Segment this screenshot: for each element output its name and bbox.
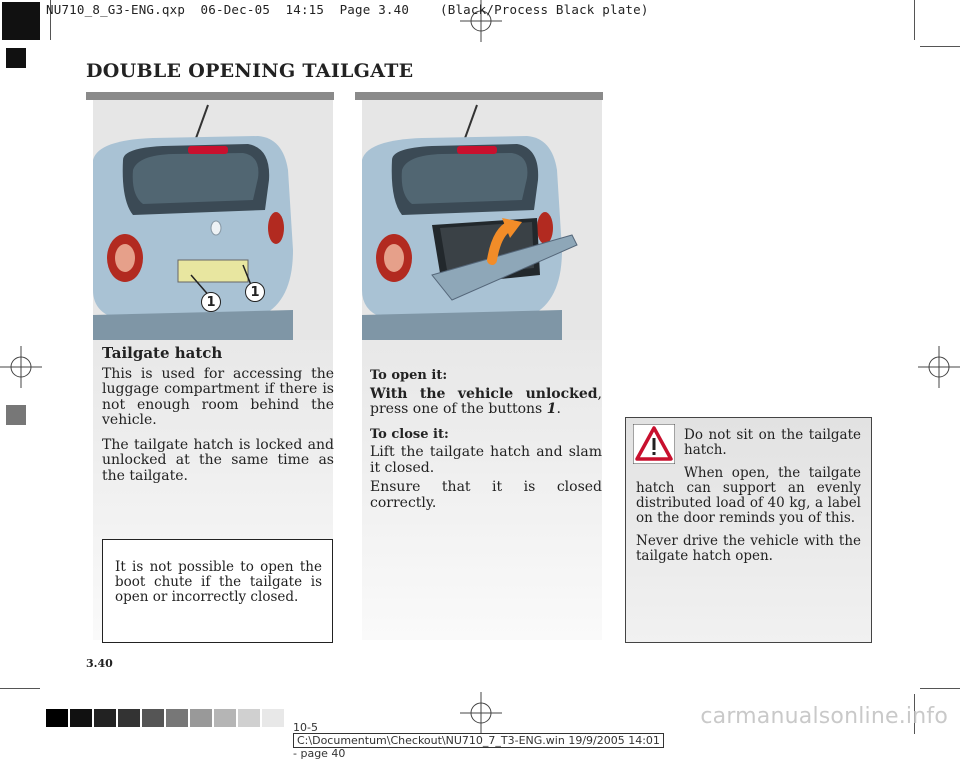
middle-illustration (362, 100, 602, 340)
to-open-paragraph (370, 387, 602, 418)
to-close-paragraph: Lift the tailgate hatch and slam it closed. (370, 444, 602, 476)
crop-mark (0, 688, 40, 689)
vehicle-unlocked-text: With the vehicle unlocked (370, 385, 598, 402)
page-title: DOUBLE OPENING TAILGATE (86, 60, 414, 82)
print-header: NU710_8_G3-ENG.qxp 06-Dec-05 14:15 Page 3.40 (Black/Process Black plate) (46, 2, 649, 17)
callout-1-right: 1 (245, 282, 265, 302)
footer-suffix: - page 40 (293, 747, 346, 760)
button-reference: 1 (546, 401, 557, 417)
middle-column-text (370, 368, 602, 520)
swatch (190, 709, 212, 727)
warning-paragraph-2: When open, the tailgate hatch can support an evenly distributed load of 40 kg, a label on the door reminds you of this. (636, 465, 861, 526)
crop-mark (920, 46, 960, 47)
car-rear-open-hatch-image (362, 100, 602, 340)
left-paragraph-1: This is used for accessing the luggage compartment if there is not enough room behind the vehicle. (102, 365, 334, 428)
left-illustration (93, 100, 333, 340)
period: . (556, 401, 561, 417)
middle-panel-bar (355, 92, 603, 100)
left-panel-bar (86, 92, 334, 100)
registration-square-top (2, 2, 40, 40)
swatch (118, 709, 140, 727)
watermark: carmanualsonline.info (700, 704, 948, 729)
left-paragraph-2: The tailgate hatch is locked and unlocked at the same time as the tailgate. (102, 436, 334, 484)
swatch (166, 709, 188, 727)
callout-1-left: 1 (201, 292, 221, 312)
swatch (46, 709, 68, 727)
to-close-heading: To close it: (370, 426, 449, 442)
crosshair-left-icon (0, 346, 42, 388)
warning-line-1: Do not sit on the tailgate hatch. (684, 427, 861, 458)
tailgate-hatch-heading: Tailgate hatch (102, 344, 223, 362)
warning-triangle-icon (633, 424, 675, 464)
swatch (262, 709, 284, 727)
boot-chute-note-text: It is not possible to open the boot chute if the tailgate is open or incorrectly closed. (115, 559, 322, 605)
warning-paragraph-3: Never drive the vehicle with the tailgate hatch open. (636, 533, 861, 564)
crop-mark (920, 688, 960, 689)
swatch (214, 709, 236, 727)
to-open-heading: To open it: (370, 368, 448, 383)
print-footer (286, 708, 664, 760)
left-column-text (102, 346, 334, 493)
press-buttons-text: , press one of the buttons (370, 385, 602, 417)
registration-square-small (6, 48, 26, 68)
swatch (142, 709, 164, 727)
swatch (70, 709, 92, 727)
crop-mark (914, 0, 915, 40)
ensure-closed-paragraph: Ensure that it is closed correctly. (370, 479, 602, 511)
footer-prefix: 10-5 (293, 721, 318, 734)
crosshair-right-icon (918, 346, 960, 388)
registration-square-grey (6, 405, 26, 425)
swatch (94, 709, 116, 727)
swatch (238, 709, 260, 727)
warning-box (625, 417, 872, 643)
boot-chute-note (102, 539, 333, 643)
footer-path: C:\Documentum\Checkout\NU710_7_T3-ENG.win 19/9/2005 14:01 (293, 733, 664, 748)
page-number: 3.40 (86, 657, 113, 670)
